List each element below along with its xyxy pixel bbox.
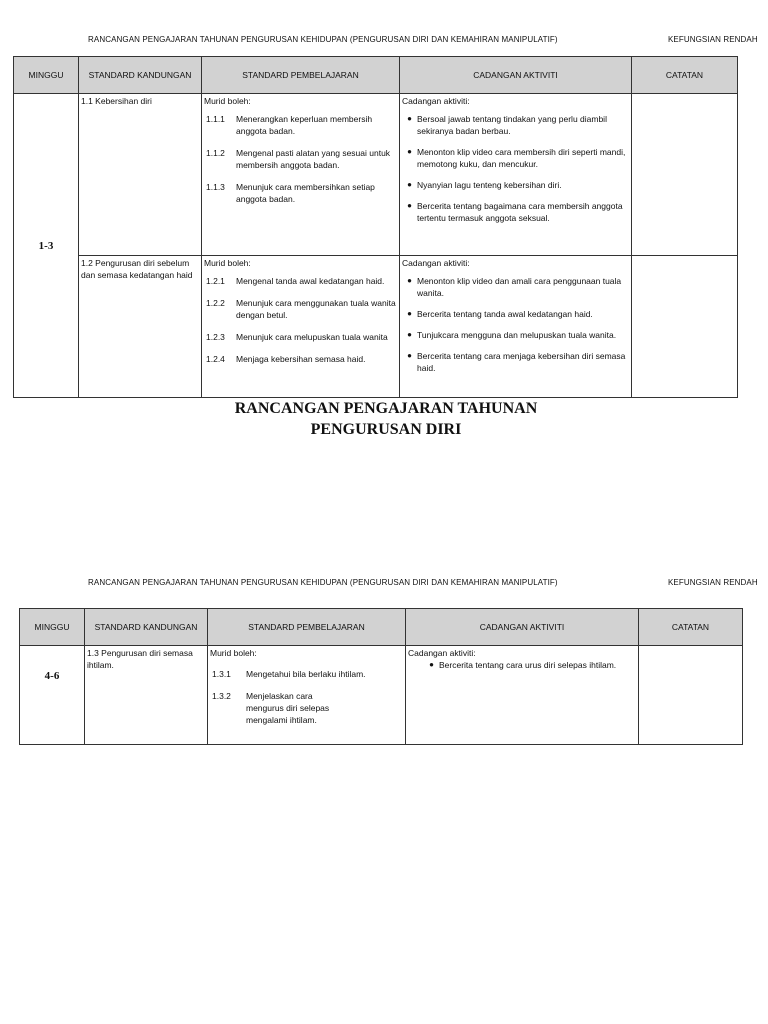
learning-standard-item [204, 331, 397, 343]
column-header-standard-kandungan: STANDARD KANDUNGAN [79, 57, 202, 94]
catatan-cell [632, 256, 738, 398]
aktiviti-lead: Cadangan aktiviti: [402, 258, 470, 268]
standard-pembelajaran-cell [202, 256, 400, 398]
document-title [0, 398, 768, 440]
item-text: Menunjuk cara membersihkan setiap anggota badan. [236, 182, 375, 204]
item-text: Menunjuk cara menggunakan tuala wanita dengan betul. [236, 298, 396, 320]
item-number: 1.2.3 [206, 332, 225, 342]
bullet-icon: ● [407, 309, 412, 318]
activity-text: Bercerita tentang tanda awal kedatangan haid. [417, 309, 593, 319]
bullet-icon: ● [407, 330, 412, 339]
page-header-title: RANCANGAN PENGAJARAN TAHUNAN PENGURUSAN KEHIDUPAN (PENGURUSAN DIRI DAN KEMAHIRAN MANIPULATIF) [88, 35, 558, 44]
column-header-catatan: CATATAN [639, 609, 743, 646]
standard-pembelajaran-cell [202, 94, 400, 256]
page-header-right: KEFUNGSIAN RENDAH [668, 35, 758, 44]
pembelajaran-lead: Murid boleh: [204, 96, 251, 106]
bullet-icon: ● [407, 351, 412, 360]
learning-standard-item [204, 353, 397, 365]
item-text: Mengenal pasti alatan yang sesuai untuk membersih anggota badan. [236, 148, 391, 170]
activity-item [402, 146, 629, 170]
table-header-row [20, 609, 743, 646]
activity-item [402, 275, 629, 299]
item-number: 1.3.2 [212, 691, 231, 701]
activity-item [402, 350, 629, 374]
pembelajaran-lead: Murid boleh: [204, 258, 251, 268]
standard-kandungan-text: 1.2 Pengurusan diri sebelum dan semasa kedatangan haid [81, 258, 193, 280]
column-header-minggu: MINGGU [20, 609, 85, 646]
learning-standard-item [204, 275, 397, 287]
learning-standard-item [204, 181, 397, 205]
document-title-line-2: PENGURUSAN DIRI [310, 421, 462, 438]
item-number: 1.2.1 [206, 276, 225, 286]
item-number: 1.2.4 [206, 354, 225, 364]
activity-item [402, 308, 629, 320]
column-header-standard-kandungan: STANDARD KANDUNGAN [85, 609, 208, 646]
column-header-standard-pembelajaran: STANDARD PEMBELAJARAN [202, 57, 400, 94]
learning-standard-item [204, 113, 397, 137]
standard-kandungan-text: 1.1 Kebersihan diri [81, 96, 152, 106]
activity-text: Menonton klip video dan amali cara penggunaan tuala wanita. [417, 276, 622, 298]
activity-text: Bersoal jawab tentang tindakan yang perlu diambil sekiranya badan berbau. [417, 114, 607, 136]
cadangan-aktiviti-cell [406, 646, 639, 745]
activity-item [424, 659, 636, 671]
activity-text: Menonton klip video cara membersih diri seperti mandi, memotong kuku, dan mencukur. [417, 147, 626, 169]
week-cell: 1-3 [14, 94, 79, 398]
item-text: Mengetahui bila berlaku ihtilam. [246, 669, 366, 679]
column-header-cadangan-aktiviti: CADANGAN AKTIVITI [400, 57, 632, 94]
learning-standard-item [210, 690, 403, 726]
standard-kandungan-cell [79, 94, 202, 256]
table-row [14, 94, 738, 256]
cadangan-aktiviti-cell [400, 256, 632, 398]
pembelajaran-lead: Murid boleh: [210, 648, 257, 658]
activity-item [402, 200, 629, 224]
activity-item [402, 113, 629, 137]
column-header-minggu: MINGGU [14, 57, 79, 94]
standard-kandungan-cell [79, 256, 202, 398]
item-text: Menjaga kebersihan semasa haid. [236, 354, 366, 364]
learning-standard-item [210, 668, 403, 680]
learning-standard-item [204, 297, 397, 321]
item-number: 1.3.1 [212, 669, 231, 679]
activity-text: Bercerita tentang cara urus diri selepas ihtilam. [439, 660, 617, 670]
week-cell: 4-6 [20, 646, 85, 745]
column-header-catatan: CATATAN [632, 57, 738, 94]
activity-text: Tunjukcara mengguna dan melupuskan tuala wanita. [417, 330, 617, 340]
item-text: Menjelaskan cara mengurus diri selepas mengalami ihtilam. [246, 691, 330, 725]
item-text: Mengenal tanda awal kedatangan haid. [236, 276, 385, 286]
lesson-plan-table-2 [19, 608, 743, 745]
bullet-icon: ● [407, 147, 412, 156]
page-header-title: RANCANGAN PENGAJARAN TAHUNAN PENGURUSAN KEHIDUPAN (PENGURUSAN DIRI DAN KEMAHIRAN MANIPULATIF) [88, 578, 558, 587]
bullet-icon: ● [407, 114, 412, 123]
activity-text: Bercerita tentang bagaimana cara membersih anggota tertentu termasuk anggota seksual. [417, 201, 623, 223]
activity-text: Bercerita tentang cara menjaga kebersihan diri semasa haid. [417, 351, 626, 373]
item-number: 1.1.2 [206, 148, 225, 158]
cadangan-aktiviti-cell [400, 94, 632, 256]
page-header-right: KEFUNGSIAN RENDAH [668, 578, 758, 587]
catatan-cell [632, 94, 738, 256]
column-header-standard-pembelajaran: STANDARD PEMBELAJARAN [208, 609, 406, 646]
table-row [20, 646, 743, 745]
standard-pembelajaran-cell [208, 646, 406, 745]
lesson-plan-table-1 [13, 56, 738, 398]
item-number: 1.2.2 [206, 298, 225, 308]
aktiviti-lead: Cadangan aktiviti: [402, 96, 470, 106]
learning-standard-item [204, 147, 397, 171]
activity-item [402, 329, 629, 341]
table-row [14, 256, 738, 398]
bullet-icon: ● [429, 660, 434, 669]
activity-item [402, 179, 629, 191]
item-number: 1.1.3 [206, 182, 225, 192]
standard-kandungan-text: 1.3 Pengurusan diri semasa ihtilam. [87, 648, 193, 670]
bullet-icon: ● [407, 180, 412, 189]
item-text: Menerangkan keperluan membersih anggota badan. [236, 114, 373, 136]
bullet-icon: ● [407, 201, 412, 210]
activity-text: Nyanyian lagu tenteng kebersihan diri. [417, 180, 562, 190]
standard-kandungan-cell [85, 646, 208, 745]
document-title-line-1: RANCANGAN PENGAJARAN TAHUNAN [234, 400, 538, 417]
bullet-icon: ● [407, 276, 412, 285]
column-header-cadangan-aktiviti: CADANGAN AKTIVITI [406, 609, 639, 646]
aktiviti-lead: Cadangan aktiviti: [408, 648, 476, 658]
item-number: 1.1.1 [206, 114, 225, 124]
item-text: Menunjuk cara melupuskan tuala wanita [236, 332, 388, 342]
table-header-row [14, 57, 738, 94]
catatan-cell [639, 646, 743, 745]
